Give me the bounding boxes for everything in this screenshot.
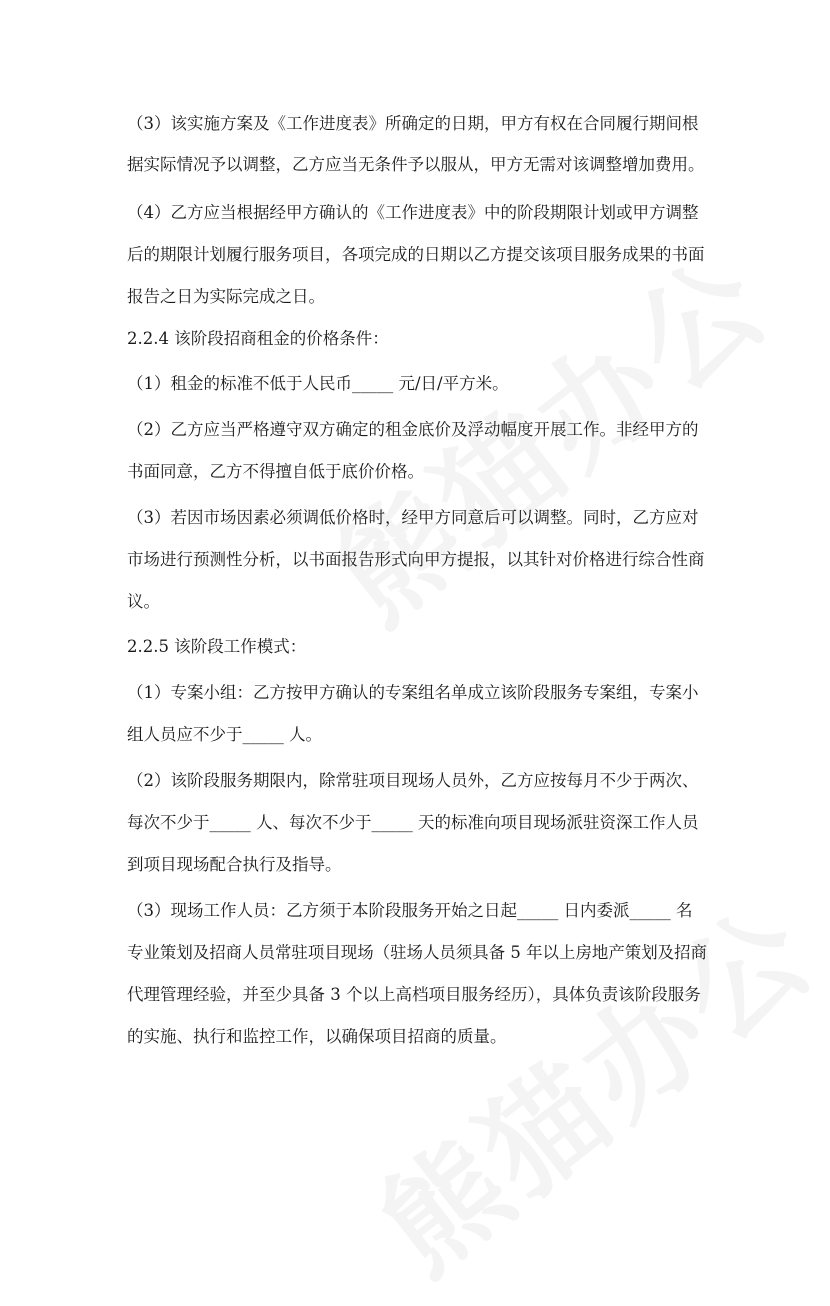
rent-clause-3-line-2: 市场进行预测性分析，以书面报告形式向甲方提报，以其针对价格进行综合性商 <box>127 550 705 569</box>
rent-clause-2-line-2: 书面同意，乙方不得擅自低于底价价格。 <box>127 462 424 481</box>
watermark <box>340 860 830 1306</box>
rent-clause-3-line-3: 议。 <box>127 592 160 611</box>
clause-3-line-1: （3）该实施方案及《工作进度表》所确定的日期，甲方有权在合同履行期间根 <box>127 114 699 133</box>
rent-clause-3-line-1: （3）若因市场因素必须调低价格时，经甲方同意后可以调整。同时，乙方应对 <box>127 508 699 527</box>
mode-clause-3-line-1: （3）现场工作人员：乙方须于本阶段服务开始之日起_____ 日内委派_____ 名 <box>127 901 693 920</box>
clause-4-line-1: （4）乙方应当根据经甲方确认的《工作进度表》中的阶段期限计划或甲方调整 <box>127 203 699 222</box>
mode-clause-3-line-2: 专业策划及招商人员常驻项目现场（驻场人员须具备 5 年以上房地产策划及招商 <box>127 943 707 962</box>
mode-clause-3-line-3: 代理管理经验，并至少具备 3 个以上高档项目服务经历），具体负责该阶段服务 <box>127 985 701 1004</box>
mode-clause-2-line-3: 到项目现场配合执行及指导。 <box>127 855 342 874</box>
mode-clause-2-line-2: 每次不少于_____ 人、每次不少于_____ 天的标准向项目现场派驻资深工作人员 <box>127 813 699 832</box>
rent-clause-2-line-1: （2）乙方应当严格遵守双方确定的租金底价及浮动幅度开展工作。非经甲方的 <box>127 420 699 439</box>
section-heading-2-2-5: 2.2.5 该阶段工作模式： <box>127 637 307 656</box>
mode-clause-1-line-1: （1）专案小组：乙方按甲方确认的专案组名单成立该阶段服务专案组，专案小 <box>127 683 699 702</box>
mode-clause-2-line-1: （2）该阶段服务期限内，除常驻项目现场人员外，乙方应按每月不少于两次、 <box>127 771 699 790</box>
clause-3-line-2: 据实际情况予以调整，乙方应当无条件予以服从，甲方无需对该调整增加费用。 <box>127 155 705 174</box>
rent-clause-1: （1）租金的标准不低于人民币_____ 元/日/平方米。 <box>127 374 509 393</box>
clause-4-line-2: 后的期限计划履行服务项目，各项完成的日期以乙方提交该项目服务成果的书面 <box>127 245 705 264</box>
section-heading-2-2-4: 2.2.4 该阶段招商租金的价格条件： <box>127 329 389 348</box>
mode-clause-1-line-2: 组人员应不少于_____ 人。 <box>127 725 322 744</box>
clause-4-line-3: 报告之日为实际完成之日。 <box>127 287 325 306</box>
mode-clause-3-line-4: 的实施、执行和监控工作，以确保项目招商的质量。 <box>127 1027 507 1046</box>
